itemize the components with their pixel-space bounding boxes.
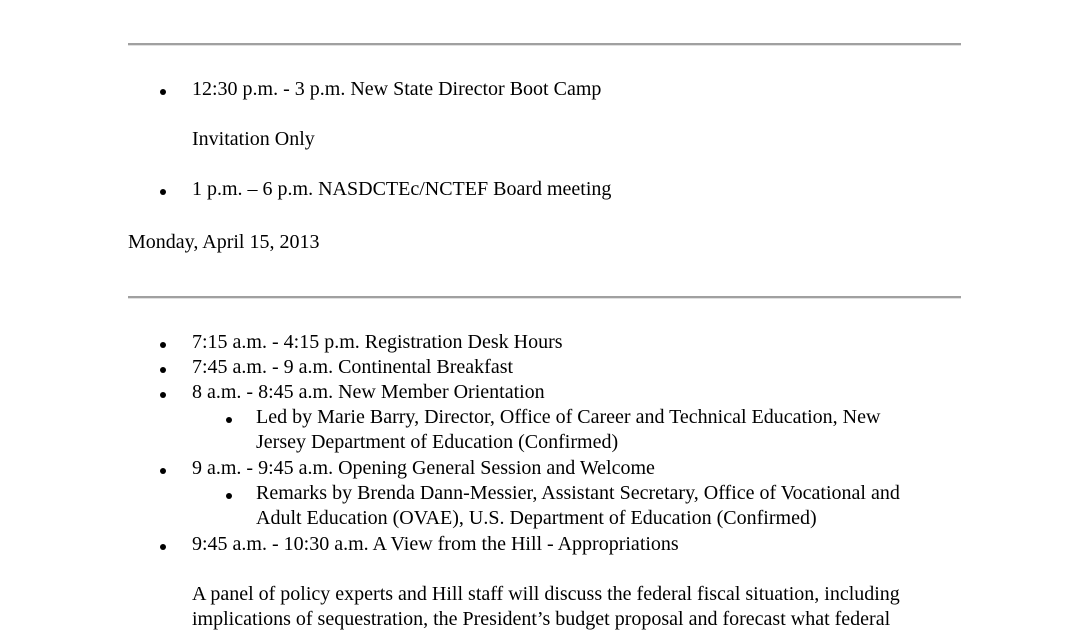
panel-paragraph-line-1: A panel of policy experts and Hill staff will discuss the federal fiscal situation, including — [192, 583, 900, 605]
agenda-item-boot-camp: 12:30 p.m. - 3 p.m. New State Director Boot Camp — [192, 78, 602, 100]
day-heading-monday: Monday, April 15, 2013 — [128, 231, 320, 253]
horizontal-rule-monday — [128, 296, 961, 299]
agenda-item-orientation: 8 a.m. - 8:45 a.m. New Member Orientation — [192, 381, 545, 403]
agenda-item-opening-session: 9 a.m. - 9:45 a.m. Opening General Session and Welcome — [192, 457, 655, 479]
bullet-icon — [160, 544, 166, 550]
agenda-item-view-from-hill: 9:45 a.m. - 10:30 a.m. A View from the Hill - Appropriations — [192, 533, 679, 555]
bullet-icon — [160, 342, 166, 348]
sub-bullet-icon — [226, 493, 232, 499]
horizontal-rule-top — [128, 43, 961, 46]
sub-bullet-icon — [226, 417, 232, 423]
invitation-note: Invitation Only — [192, 128, 315, 150]
panel-paragraph-line-2: implications of sequestration, the President’s budget proposal and forecast what federal — [192, 608, 891, 630]
opening-session-detail-line-1: Remarks by Brenda Dann-Messier, Assistant Secretary, Office of Vocational and — [256, 482, 900, 504]
bullet-icon — [160, 468, 166, 474]
agenda-item-registration: 7:15 a.m. - 4:15 p.m. Registration Desk Hours — [192, 331, 563, 353]
bullet-icon — [160, 392, 166, 398]
orientation-detail-line-2: Jersey Department of Education (Confirmed) — [256, 431, 619, 453]
opening-session-detail-line-2: Adult Education (OVAE), U.S. Department of Education (Confirmed) — [256, 507, 817, 529]
bullet-icon — [160, 89, 166, 95]
bullet-icon — [160, 367, 166, 373]
agenda-item-board-meeting: 1 p.m. – 6 p.m. NASDCTEc/NCTEF Board meeting — [192, 178, 612, 200]
agenda-item-breakfast: 7:45 a.m. - 9 a.m. Continental Breakfast — [192, 356, 514, 378]
bullet-icon — [160, 189, 166, 195]
orientation-detail-line-1: Led by Marie Barry, Director, Office of Career and Technical Education, New — [256, 406, 881, 428]
